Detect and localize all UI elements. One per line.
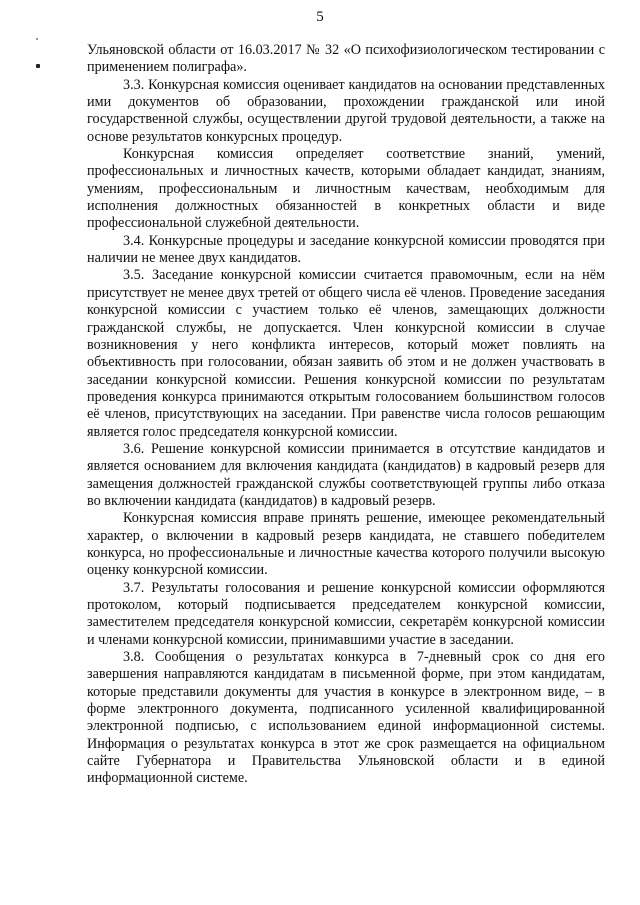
paragraph-3-6-cont: Конкурсная комиссия вправе принять решение, имеющее рекомендательный характер, о включении в кадровый резерв кандидата, не ставшего победителем конкурса, но профессиональные и личностные качества которого получили высокую оценку конкурсной комиссии. (87, 510, 605, 579)
margin-dot (36, 38, 38, 40)
paragraph-3-7: 3.7. Результаты голосования и решение конкурсной комиссии оформляются протоколом, который подписывается председателем конкурсной комиссии, заместителем председателя конкурсной комиссии, секретарём конкурсной комиссии и членами конкурсной комиссии, принимавшими участие в заседании. (87, 579, 605, 648)
paragraph-3-3-cont: Конкурсная комиссия определяет соответствие знаний, умений, профессиональных и личностных качеств, которыми обладает кандидат, знаниям, умениям, профессиональным и личностным качествам, необходимым для исполнения должностных обязанностей в конкретных области и виде профессиональной служебной деятельности. (87, 146, 605, 232)
paragraph-continuation: Ульяновской области от 16.03.2017 № 32 «О психофизиологическом тестировании с применением полиграфа». (87, 42, 605, 76)
paragraph-3-5: 3.5. Заседание конкурсной комиссии считается правомочным, если на нём присутствует не менее двух третей от общего числа её членов. Проведение заседания конкурсной комиссии с участием только её членов, замещающих должности гражданской службы, не допускается. Член конкурсной комиссии в случае возникновения у него конфликта интересов, который может повлиять на объективность при голосовании, обязан заявить об этом и не должен участвовать в заседании конкурсной комиссии. Решения конкурсной комиссии по результатам проведения конкурса принимаются открытым голосованием большинством голосов её членов, присутствующих на заседании. При равенстве числа голосов решающим является голос председателя конкурсной комиссии. (87, 267, 605, 440)
paragraph-3-3: 3.3. Конкурсная комиссия оценивает кандидатов на основании представленных ими документов об образовании, прохождении гражданской или иной государственной службы, осуществлении другой трудовой деятельности, а также на основе результатов конкурсных процедур. (87, 76, 605, 145)
paragraph-3-8: 3.8. Сообщения о результатах конкурса в 7-дневный срок со дня его завершения направляются кандидатам в письменной форме, при этом кандидатам, которые представили документы для участия в конкурсе в электронном виде, – в форме электронного документа, подписанного усиленной квалифицированной электронной подписью, с использованием единой информационной системы. Информация о результатах конкурса в этот же срок размещается на официальном сайте Губернатора и Правительства Ульяновской области и в единой информационной системе. (87, 649, 605, 787)
paragraph-3-4: 3.4. Конкурсные процедуры и заседание конкурсной комиссии проводятся при наличии не менее двух кандидатов. (87, 232, 605, 267)
document-body (87, 42, 605, 788)
paragraph-3-6: 3.6. Решение конкурсной комиссии принимается в отсутствие кандидатов и является основанием для включения кандидата (кандидатов) в кадровый резерв для замещения должностей гражданской службы соответствующей группы либо отказа во включении кандидата (кандидатов) в кадровый резерв. (87, 440, 605, 509)
margin-dot (36, 64, 40, 68)
page-number: 5 (316, 9, 324, 25)
